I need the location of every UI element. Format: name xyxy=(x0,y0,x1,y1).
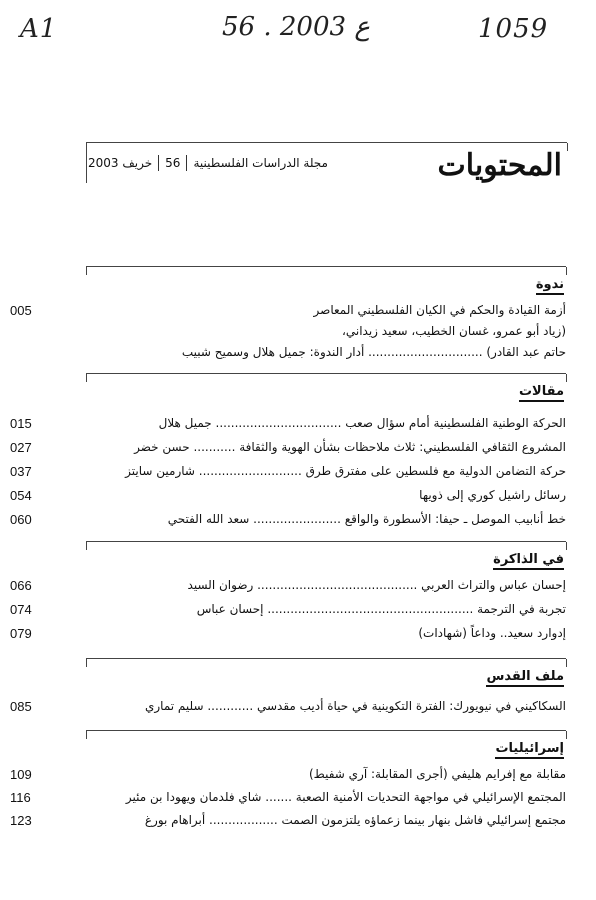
toc-entry[interactable] xyxy=(10,461,566,482)
section-title: إسرائيليات xyxy=(84,739,566,756)
section-rule xyxy=(86,730,566,739)
page-number: 116 xyxy=(10,790,31,805)
page-number: 027 xyxy=(10,440,32,455)
issue-season: خريف 2003 xyxy=(88,156,153,170)
toc-entry[interactable] xyxy=(10,485,566,506)
section-title: مقالات xyxy=(84,382,566,399)
entry-text: مجتمع إسرائيلي فاشل بنهار بينما زعماؤه يلتزمون الصمت .................. أبراهام بورغ xyxy=(144,813,566,827)
page-number: 060 xyxy=(10,512,32,527)
section-rule xyxy=(86,541,566,550)
entry-line: حاتم عبد القادر) .............................. أدار الندوة: جميل هلال وسميح شبيب xyxy=(181,345,566,359)
journal-name: مجلة الدراسات الفلسطينية xyxy=(193,156,328,170)
page-number: 037 xyxy=(10,464,32,479)
section-rule xyxy=(86,373,566,382)
entry-text: رسائل راشيل كوري إلى ذويها xyxy=(419,488,566,502)
entry-line: أزمة القيادة والحكم في الكيان الفلسطيني المعاصر xyxy=(313,303,566,317)
entry-text: الحركة الوطنية الفلسطينية أمام سؤال صعب ................................. جميل هلال xyxy=(158,416,566,430)
entry-text: السكاكيني في نيويورك: الفترة التكوينية في حياة أديب مقدسي ............ سليم تماري xyxy=(144,699,566,713)
issue-number: 56 xyxy=(165,156,181,170)
page-number: 054 xyxy=(10,488,32,503)
section-symposium xyxy=(10,266,566,363)
section-rule xyxy=(86,658,566,667)
entry-line: (زياد أبو عمرو، غسان الخطيب، سعيد زيداني، xyxy=(341,324,566,338)
entry-text: المشروع الثقافي الفلسطيني: ثلاث ملاحظات بشأن الهوية والثقافة ........... حسن خضر xyxy=(134,440,566,454)
issue-info xyxy=(88,155,328,171)
section-israeli-affairs xyxy=(10,730,566,831)
entry-text: تجربة في الترجمة ...................................................... إحسان عباس xyxy=(196,602,566,616)
entry-text: خط أنابيب الموصل ـ حيفا: الأسطورة والواقع ....................... سعد الله الفتحي xyxy=(167,512,566,526)
toc-entry[interactable] xyxy=(10,764,566,785)
section-memory xyxy=(10,541,566,644)
toc-entry[interactable] xyxy=(10,787,566,808)
divider xyxy=(186,155,187,171)
toc-entry[interactable] xyxy=(10,599,566,620)
toc-entry[interactable] xyxy=(10,437,566,458)
toc-entry[interactable] xyxy=(10,300,566,363)
page-number: 015 xyxy=(10,416,32,431)
page-number: 109 xyxy=(10,767,32,782)
section-rule xyxy=(86,266,566,275)
page-title: المحتويات xyxy=(437,148,562,183)
toc-entry[interactable] xyxy=(10,623,566,644)
section-jerusalem-file xyxy=(10,658,566,717)
toc-entry[interactable] xyxy=(10,413,566,434)
page-number: 074 xyxy=(10,602,32,617)
toc-entry[interactable] xyxy=(10,509,566,530)
handwritten-note-right: 1059 xyxy=(478,14,549,44)
handwritten-note-center: 56 . ع 2003 xyxy=(222,12,370,42)
section-articles xyxy=(10,373,566,530)
toc-entry[interactable] xyxy=(10,575,566,596)
entry-text: المجتمع الإسرائيلي في مواجهة التحديات الأمنية الصعبة ....... شاي فلدمان ويهودا بن مئير xyxy=(125,790,566,804)
page-number: 066 xyxy=(10,578,32,593)
entry-text: حركة التضامن الدولية مع فلسطين على مفترق طرق ........................... شارمين سايتز xyxy=(125,464,566,478)
toc-entry[interactable] xyxy=(10,810,566,831)
page-number: 085 xyxy=(10,699,32,714)
divider xyxy=(158,155,159,171)
section-title: ندوة xyxy=(84,275,566,292)
section-title: ملف القدس xyxy=(84,667,566,684)
page-number: 123 xyxy=(10,813,32,828)
page-number: 005 xyxy=(10,303,32,318)
toc-entry[interactable] xyxy=(10,696,566,717)
entry-text: مقابلة مع إفرايم هليفي (أجرى المقابلة: آري شفيط) xyxy=(309,767,566,781)
entry-text: إحسان عباس والتراث العربي .......................................... رضوان السيد xyxy=(187,578,566,592)
entry-text: إدوارد سعيد.. وداعاً (شهادات) xyxy=(418,626,566,640)
page-number: 079 xyxy=(10,626,32,641)
handwritten-note-left: A1 xyxy=(20,14,58,44)
section-title: في الذاكرة xyxy=(84,550,566,567)
